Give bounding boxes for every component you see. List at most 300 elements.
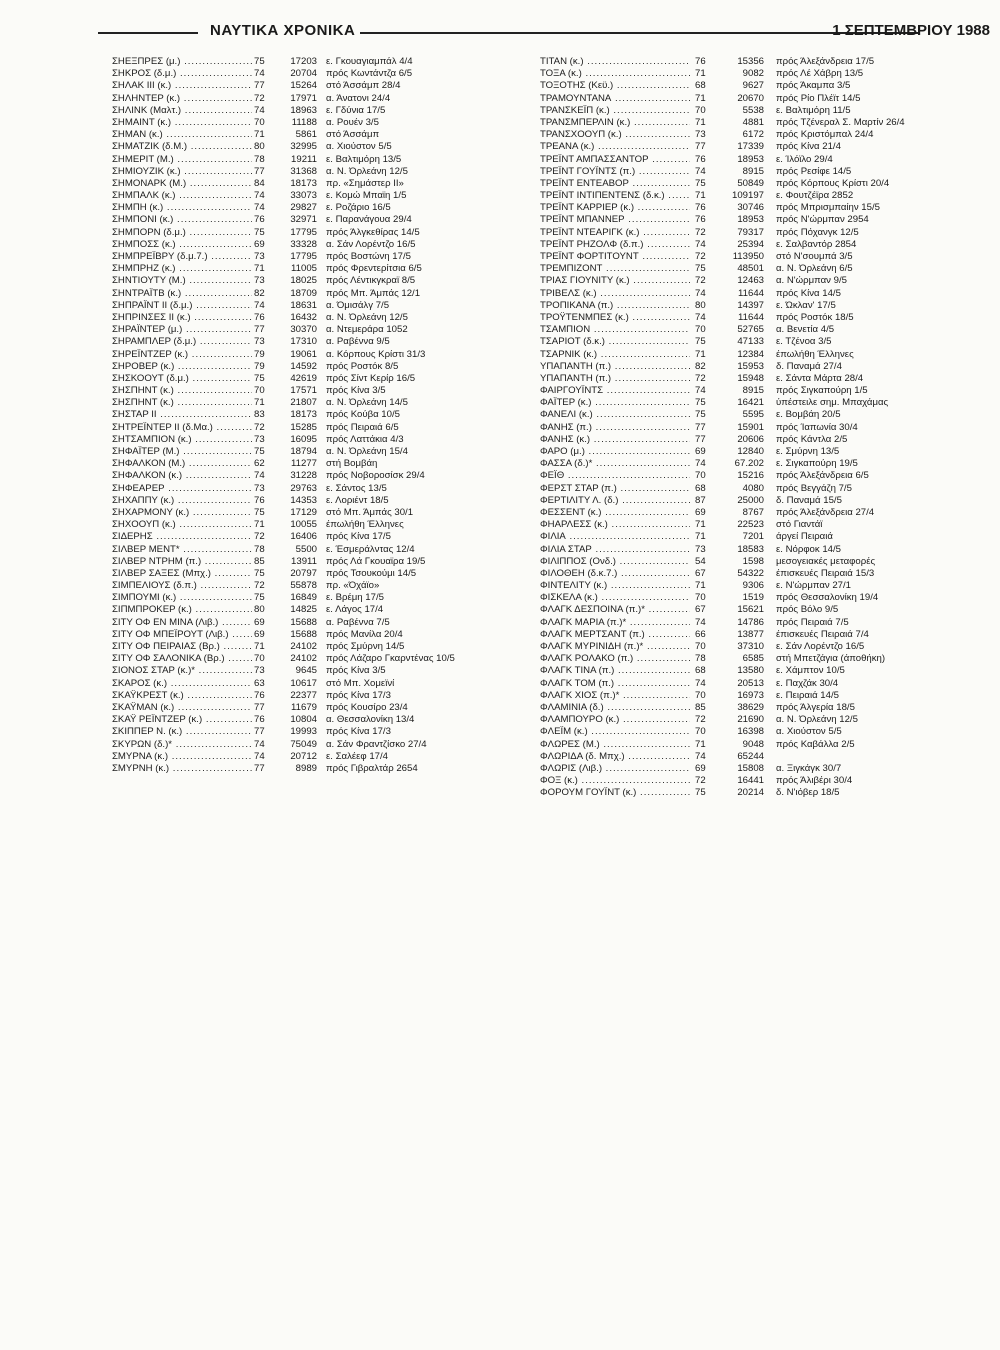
ship-row xyxy=(112,592,512,604)
ship-position: ε. Νόρφοκ 14/5 xyxy=(776,543,842,555)
ship-year: 74 xyxy=(695,458,706,470)
ship-year: 75 xyxy=(695,336,706,348)
ship-year: 80 xyxy=(254,141,265,153)
ship-year: 80 xyxy=(695,299,706,311)
ship-year: 78 xyxy=(695,653,706,665)
ship-row xyxy=(540,519,980,531)
ship-tonnage: 11005 xyxy=(291,263,317,275)
ship-tonnage: 17203 xyxy=(290,56,317,67)
ship-position: α. Ξιγκάγκ 30/7 xyxy=(776,762,842,774)
ship-position: ε. Λοριέντ 18/5 xyxy=(326,494,389,506)
ship-year: 75 xyxy=(254,506,265,518)
ship-year: 73 xyxy=(695,129,706,141)
ship-tonnage: 5595 xyxy=(742,409,764,421)
ship-year: 77 xyxy=(254,80,265,92)
ship-row xyxy=(540,641,980,653)
ship-tonnage: 19211 xyxy=(291,153,317,165)
ship-name: ΦΛΑΜΙΝΙΑ (δ.) ..... xyxy=(540,702,690,714)
ship-year: 70 xyxy=(695,726,706,738)
ship-tonnage: 20606 xyxy=(737,433,764,445)
ship-tonnage: 20670 xyxy=(737,92,764,104)
ship-position: α. Ρουέν 3/5 xyxy=(326,116,379,128)
ship-year: 70 xyxy=(254,385,265,397)
ship-row xyxy=(540,434,980,446)
ship-position: πρός Κίνα 3/5 xyxy=(326,385,386,397)
ship-name: ΤΡΕΪΝΤ ΡΗΖΟΛΦ (δ.π.) ..... xyxy=(540,239,690,251)
ship-name: ΦΑΝΗΣ (κ.) ..... xyxy=(540,434,690,446)
page-header xyxy=(98,18,990,48)
ship-name: ΣΙΔΕΡΗΣ ..... xyxy=(112,531,252,543)
ship-tonnage: 5538 xyxy=(742,104,764,116)
ship-tonnage: 17971 xyxy=(290,92,317,104)
ship-tonnage: 20513 xyxy=(737,677,764,689)
ship-position: πρός Κίνα 3/5 xyxy=(326,665,386,677)
ship-year: 74 xyxy=(254,190,265,202)
ship-year: 84 xyxy=(254,177,265,189)
ship-year: 76 xyxy=(695,202,706,214)
ship-tonnage: 20797 xyxy=(290,567,317,579)
ship-position: δ. Παναμά 27/4 xyxy=(776,360,842,372)
ship-tonnage: 67.202 xyxy=(734,458,764,470)
ship-year: 74 xyxy=(695,287,706,299)
ship-position: στό Μπ. Άμπάς 30/1 xyxy=(326,506,414,518)
ship-tonnage: 109197 xyxy=(731,190,764,202)
ship-row xyxy=(112,312,512,324)
ship-row xyxy=(540,690,980,702)
ship-name: ΤΣΑΡΝΙΚ (κ.) ..... xyxy=(540,349,690,361)
ship-tonnage: 15216 xyxy=(737,470,764,482)
ship-row xyxy=(112,105,512,117)
ship-year: 73 xyxy=(254,275,265,287)
ship-position: ύπέστειλε σημ. Μπαχάμας xyxy=(776,397,889,409)
ship-tonnage: 14397 xyxy=(737,299,764,311)
ship-name: ΦΑΝΗΣ (π.) ..... xyxy=(540,422,690,434)
ship-name: ΣΜΥΡΝΑ (κ.) ..... xyxy=(112,751,252,763)
ship-name: ΦΙΣΚΕΛΑ (κ.) ..... xyxy=(540,592,690,604)
ship-year: 77 xyxy=(695,141,706,153)
ship-row xyxy=(540,141,980,153)
ship-row xyxy=(112,56,512,68)
ship-year: 75 xyxy=(254,56,265,67)
ship-tonnage: 5861 xyxy=(295,129,317,141)
ship-name: ΣΙΛΒΕΡ ΜΕΝΤ* ..... xyxy=(112,544,252,556)
ship-name: ΤΡΑΜΟΥΝΤΑΝΑ ..... xyxy=(540,93,690,105)
ship-tonnage: 65244 xyxy=(737,750,764,762)
ship-tonnage: 11679 xyxy=(291,701,317,713)
ship-year: 77 xyxy=(254,762,265,774)
ship-tonnage: 25394 xyxy=(737,238,764,250)
ship-name: ΤΡΕΪΝΤ ΕΝΤΕΑΒΟΡ ..... xyxy=(540,178,690,190)
ship-name: ΦΙΛΟΘΕΗ (δ.κ.7.) ..... xyxy=(540,568,690,580)
ship-tonnage: 10804 xyxy=(290,714,317,726)
ship-tonnage: 11644 xyxy=(738,311,764,323)
ship-row xyxy=(540,166,980,178)
ship-year: 75 xyxy=(254,372,265,384)
ship-tonnage: 75049 xyxy=(290,738,317,750)
ship-position: πρός Ρεσίφε 14/5 xyxy=(776,165,852,177)
ship-position: πρός Κίνα 17/3 xyxy=(326,726,391,738)
ship-tonnage: 16398 xyxy=(737,726,764,738)
ship-year: 73 xyxy=(254,336,265,348)
ship-row xyxy=(112,763,512,775)
ship-year: 75 xyxy=(254,592,265,604)
ship-name: ΣΙΛΒΕΡ ΣΑΞΕΣ (Μπχ.) ..... xyxy=(112,568,252,580)
ship-name: ΣΗΣΠΗΝΤ (κ.) ..... xyxy=(112,385,252,397)
ship-tonnage: 12840 xyxy=(737,446,764,457)
ship-position: α. Χιούστον 5/5 xyxy=(776,726,842,738)
ship-tonnage: 16421 xyxy=(737,397,764,409)
ship-row xyxy=(112,629,512,641)
ship-year: 62 xyxy=(254,458,265,470)
ship-year: 74 xyxy=(254,68,265,80)
ship-year: 69 xyxy=(254,616,265,628)
ship-year: 69 xyxy=(254,238,265,250)
ship-position: πρός Άλεξάνδρεια 27/4 xyxy=(776,506,875,518)
ship-position: πρός Μπ. Άμπάς 12/1 xyxy=(326,287,421,299)
ship-position: ε. Πειραιά 14/5 xyxy=(776,689,839,701)
ship-name: ΥΠΑΠΑΝΤΗ (π.) ..... xyxy=(540,373,690,385)
ship-name: ΣΗΜΑΙΝΤ (κ.) ..... xyxy=(112,117,252,129)
ship-row xyxy=(540,739,980,751)
ship-position: δ. Παναμά 15/5 xyxy=(776,494,842,506)
ship-tonnage: 14825 xyxy=(290,604,317,616)
ship-position: πρός Κίνα 17/5 xyxy=(326,531,391,543)
ship-name: ΣΗΡΟΒΕΡ (κ.) ..... xyxy=(112,361,252,373)
ship-name: ΣΗΜΠΟΝΙ (κ.) ..... xyxy=(112,214,252,226)
ship-row xyxy=(112,336,512,348)
ship-position: πρός Κωντάντζα 6/5 xyxy=(326,68,413,80)
ship-name: ΤΡΕΪΝΤ ΓΟΥΪΝΤΣ (π.) ..... xyxy=(540,166,690,178)
ship-name: ΦΙΝΤΕΛΙΤΥ (κ.) ..... xyxy=(540,580,690,592)
ship-position: πρός Σίντ Κερίρ 16/5 xyxy=(326,372,416,384)
ship-tonnage: 8767 xyxy=(742,506,764,518)
ship-row xyxy=(540,117,980,129)
ship-year: 71 xyxy=(695,116,706,128)
ship-year: 75 xyxy=(695,263,706,275)
ship-row xyxy=(540,568,980,580)
ship-row xyxy=(112,617,512,629)
ship-tonnage: 16432 xyxy=(290,311,317,323)
ship-position: άργεί Πειραιά xyxy=(776,531,833,543)
ship-tonnage: 48501 xyxy=(737,263,764,275)
ship-position: α. Ν. Όρλεάνη 15/4 xyxy=(326,446,408,457)
ship-position: ε. Σιγκαπούρη 19/5 xyxy=(776,458,858,470)
ship-name: ΣΗΜΟΝΑΡΚ (Μ.) ..... xyxy=(112,178,252,190)
ship-name: ΣΗΣΚΟΟΥΤ (δ.μ.) ..... xyxy=(112,373,252,385)
ship-name: ΦΛΩΡΕΣ (Μ.) ..... xyxy=(540,739,690,751)
ship-tonnage: 15621 xyxy=(737,604,764,616)
ship-year: 69 xyxy=(695,506,706,518)
ship-row xyxy=(540,726,980,738)
ship-position: α. Ν. Όρλεάνη 6/5 xyxy=(776,263,853,275)
ship-tonnage: 18173 xyxy=(290,409,317,421)
ship-tonnage: 20704 xyxy=(290,68,317,80)
ship-name: ΣΗΧΑΡΜΟΝΥ (κ.) ..... xyxy=(112,507,252,519)
ship-tonnage: 17795 xyxy=(290,251,317,262)
ship-name: ΣΙΜΠΟΥΜΙ (κ.) ..... xyxy=(112,592,252,604)
ship-tonnage: 1519 xyxy=(742,592,764,604)
ship-year: 74 xyxy=(254,299,265,311)
ship-tonnage: 17795 xyxy=(290,226,317,238)
ship-tonnage: 18173 xyxy=(290,177,317,189)
ship-year: 73 xyxy=(695,543,706,555)
ship-row xyxy=(112,349,512,361)
ship-year: 70 xyxy=(254,653,265,665)
ship-tonnage: 21807 xyxy=(290,397,317,409)
ship-year: 77 xyxy=(254,726,265,738)
ship-year: 70 xyxy=(695,689,706,701)
ship-position: πρός Νοβοροσίσκ 29/4 xyxy=(326,470,425,482)
ship-position: πρός Άλεξάνδρεια 6/5 xyxy=(776,470,869,482)
ship-position: πρός Λά Γκουαϊρα 19/5 xyxy=(326,555,426,567)
ship-tonnage: 15901 xyxy=(737,421,764,433)
ship-tonnage: 15285 xyxy=(290,421,317,433)
ship-year: 54 xyxy=(695,555,706,567)
ship-year: 76 xyxy=(254,689,265,701)
ship-year: 68 xyxy=(695,80,706,92)
ship-name: ΣΗΚΡΟΣ (δ.μ.) ..... xyxy=(112,68,252,80)
ship-tonnage: 13580 xyxy=(737,665,764,677)
ship-row xyxy=(112,714,512,726)
ship-tonnage: 20214 xyxy=(737,787,764,799)
ship-row xyxy=(112,434,512,446)
ship-year: 74 xyxy=(254,750,265,762)
ship-name: ΣΗΝΤΙΟΥΤΥ (Μ.) ..... xyxy=(112,275,252,287)
ship-year: 74 xyxy=(695,165,706,177)
ship-row xyxy=(112,141,512,153)
ship-row xyxy=(540,483,980,495)
ship-tonnage: 29763 xyxy=(290,482,317,494)
ship-row xyxy=(540,227,980,239)
ship-tonnage: 14592 xyxy=(290,360,317,372)
ship-tonnage: 52765 xyxy=(737,324,764,336)
ship-year: 71 xyxy=(254,397,265,409)
ship-year: 75 xyxy=(254,446,265,457)
ship-name: ΤΡΟΫΤΕΝΜΠΕΣ (κ.) ..... xyxy=(540,312,690,324)
ship-position: ε. Γδύνια 17/5 xyxy=(326,104,386,116)
ship-row xyxy=(112,239,512,251)
ship-year: 72 xyxy=(254,580,265,592)
ship-position: α. Χιούστον 5/5 xyxy=(326,141,392,153)
ship-year: 72 xyxy=(695,275,706,287)
ship-year: 68 xyxy=(695,665,706,677)
ship-tonnage: 18953 xyxy=(737,153,764,165)
ship-row xyxy=(540,263,980,275)
ship-tonnage: 24102 xyxy=(290,641,317,652)
ship-name: ΦΛΩΡΙΣ (Λιβ.) ..... xyxy=(540,763,690,775)
ship-row xyxy=(540,665,980,677)
ship-name: ΦΛΑΓΚ ΜΑΡΙΑ (π.)* ..... xyxy=(540,617,690,629)
ship-position: πρός Άλεξάνδρεια 17/5 xyxy=(776,56,875,67)
ship-year: 77 xyxy=(254,165,265,177)
ship-name: ΤΡΕΪΝΤ ΙΝΤΙΠΕΝΤΕΝΣ (δ.κ.) ..... xyxy=(540,190,690,202)
ship-tonnage: 55878 xyxy=(290,580,317,592)
ship-tonnage: 18709 xyxy=(290,287,317,299)
right-column xyxy=(540,56,980,799)
ship-year: 75 xyxy=(254,567,265,579)
ship-row xyxy=(112,275,512,287)
ship-year: 72 xyxy=(695,775,706,787)
ship-position: ε. Τζένοα 3/5 xyxy=(776,336,832,348)
ship-year: 77 xyxy=(695,433,706,445)
ship-year: 70 xyxy=(695,104,706,116)
ship-position: στό Ν'σουμπά 3/5 xyxy=(776,251,853,262)
ship-name: ΦΛΑΓΚ ΡΟΛΑΚΟ (π.) ..... xyxy=(540,653,690,665)
ship-year: 73 xyxy=(254,433,265,445)
ship-name: ΤΡΕΑΝΑ (κ.) ..... xyxy=(540,141,690,153)
ship-name: ΣΗΜΠΡΗΖ (κ.) ..... xyxy=(112,263,252,275)
ship-position: μεσογειακές μεταφορές xyxy=(776,555,876,567)
ship-year: 76 xyxy=(695,153,706,165)
ship-name: ΦΙΛΙΑ ..... xyxy=(540,531,690,543)
ship-row xyxy=(540,214,980,226)
ship-tonnage: 11188 xyxy=(291,116,317,128)
ship-year: 83 xyxy=(254,409,265,421)
ship-year: 73 xyxy=(254,251,265,262)
ship-year: 70 xyxy=(695,470,706,482)
ship-name: ΤΡΙΒΕΛΣ (κ.) ..... xyxy=(540,288,690,300)
ship-year: 74 xyxy=(695,385,706,397)
ship-position: ε. Βομβάη 20/5 xyxy=(776,409,841,421)
ship-name: ΣΙΤΥ ΟΦ ΠΕΙΡΑΙΑΣ (Βρ.) ..... xyxy=(112,641,252,653)
ship-position: πρός Τσουκούμι 14/5 xyxy=(326,567,417,579)
ship-row xyxy=(540,678,980,690)
ship-row xyxy=(540,763,980,775)
ship-row xyxy=(540,617,980,629)
ship-tonnage: 13877 xyxy=(737,628,764,640)
ship-tonnage: 32971 xyxy=(290,214,317,226)
ship-tonnage: 9306 xyxy=(742,580,764,592)
ship-position: α. Ν'ώρμπαν 9/5 xyxy=(776,275,847,287)
ship-row xyxy=(112,446,512,458)
ship-position: ε. Σάντος 13/5 xyxy=(326,482,387,494)
ship-name: ΣΗΜΑΤΖΙΚ (δ.Μ.) ..... xyxy=(112,141,252,153)
ship-tonnage: 15948 xyxy=(737,372,764,384)
ship-row xyxy=(540,385,980,397)
ship-row xyxy=(540,154,980,166)
ship-year: 63 xyxy=(254,677,265,689)
ship-row xyxy=(112,568,512,580)
ship-row xyxy=(540,105,980,117)
ship-name: ΣΙΤΥ ΟΦ ΕΝ ΜΙΝΑ (Λιβ.) ..... xyxy=(112,617,252,629)
ship-position: πρ. «Σημάστερ II» xyxy=(326,177,404,189)
ship-tonnage: 10055 xyxy=(290,519,317,531)
ship-position: ε. Σαλβαντόρ 2854 xyxy=(776,238,857,250)
ship-name: ΣΙΟΝΟΣ ΣΤΑΡ (κ.)* ..... xyxy=(112,665,252,677)
issue-date: 1 ΣΕΠΤΕΜΒΡΙΟΥ 1988 xyxy=(832,22,990,39)
ship-tonnage: 19061 xyxy=(290,348,317,360)
ship-position: α. Ραβέννα 7/5 xyxy=(326,616,390,628)
ship-tonnage: 16849 xyxy=(290,592,317,604)
ship-name: ΣΗΤΡΕΪΝΤΕΡ II (δ.Μα.) ..... xyxy=(112,422,252,434)
ship-position: πρός Θεσσαλονίκη 19/4 xyxy=(776,592,879,604)
magazine-title: ΝΑΥΤΙΚΑ ΧΡΟΝΙΚΑ xyxy=(210,22,356,39)
ship-row xyxy=(540,251,980,263)
ship-row xyxy=(540,507,980,519)
ship-year: 74 xyxy=(695,750,706,762)
ship-tonnage: 15264 xyxy=(290,80,317,92)
ship-year: 75 xyxy=(254,226,265,238)
ship-year: 76 xyxy=(254,494,265,506)
ship-tonnage: 19993 xyxy=(290,726,317,738)
ship-tonnage: 6585 xyxy=(742,653,764,665)
ship-name: ΤΡΙΑΣ ΓΙΟΥΝΙΤΥ (κ.) ..... xyxy=(540,275,690,287)
ship-tonnage: 17339 xyxy=(737,141,764,153)
ship-position: πρός Φρεντερίτσια 6/5 xyxy=(326,263,422,275)
ship-name: ΣΗΦΕΑΡΕΡ ..... xyxy=(112,483,252,495)
ship-name: ΣΙΛΒΕΡ ΝΤΡΗΜ (π.) ..... xyxy=(112,556,252,568)
ship-row xyxy=(112,690,512,702)
ship-position: στή Βομβάη xyxy=(326,458,378,470)
ship-row xyxy=(540,56,980,68)
ship-name: ΦΑΝΕΛΙ (κ.) ..... xyxy=(540,409,690,421)
ship-position: ε. Κομώ Μπαϊη 1/5 xyxy=(326,190,407,202)
ship-year: 73 xyxy=(254,482,265,494)
ship-name: ΣΗΜΑΝ (κ.) ..... xyxy=(112,129,252,141)
ship-year: 74 xyxy=(254,470,265,482)
ship-position: ε. Σαλέεφ 17/4 xyxy=(326,750,388,762)
ship-position: πρός Λαττάκια 4/3 xyxy=(326,433,404,445)
ship-name: ΣΗΧΑΠΠΥ (κ.) ..... xyxy=(112,495,252,507)
ship-row xyxy=(112,300,512,312)
ship-year: 75 xyxy=(695,787,706,799)
ship-position: ε. Λάγος 17/4 xyxy=(326,604,384,616)
ship-year: 85 xyxy=(254,555,265,567)
ship-tonnage: 15688 xyxy=(290,616,317,628)
ship-position: ε. Βαλτιμόρη 11/5 xyxy=(776,104,851,116)
ship-year: 80 xyxy=(254,604,265,616)
ship-position: ε. Σάν Λορέντζο 16/5 xyxy=(776,641,865,652)
ship-tonnage: 1598 xyxy=(742,555,764,567)
ship-tonnage: 42619 xyxy=(290,372,317,384)
ship-position: α. Ραβέννα 9/5 xyxy=(326,336,390,348)
ship-position: ε. Ώκλαν' 17/5 xyxy=(776,299,836,311)
ship-name: ΣΙΠΜΠΡΟΚΕΡ (κ.) ..... xyxy=(112,604,252,616)
ship-tonnage: 37310 xyxy=(737,641,764,652)
ship-row xyxy=(540,775,980,787)
ship-row xyxy=(540,275,980,287)
ship-position: πρός Μπρισμπαίην 15/5 xyxy=(776,202,880,214)
ship-row xyxy=(540,178,980,190)
ship-tonnage: 5500 xyxy=(295,543,317,555)
ship-row xyxy=(112,580,512,592)
ship-name: ΣΗΝΤΡΑΪΤΒ (κ.) ..... xyxy=(112,288,252,300)
ship-position: πρός Βόλο 9/5 xyxy=(776,604,839,616)
ship-year: 82 xyxy=(254,287,265,299)
ship-row xyxy=(540,446,980,458)
ship-row xyxy=(540,592,980,604)
ship-name: ΤΙΤΑΝ (κ.) ..... xyxy=(540,56,690,68)
ship-year: 71 xyxy=(695,580,706,592)
ship-year: 71 xyxy=(254,129,265,141)
ship-name: ΤΡΕΪΝΤ ΦΟΡΤΙΤΟΥΝΤ ..... xyxy=(540,251,690,263)
ship-year: 67 xyxy=(695,567,706,579)
ship-tonnage: 17310 xyxy=(290,336,317,348)
ship-tonnage: 12384 xyxy=(737,348,764,360)
ship-tonnage: 14786 xyxy=(737,616,764,628)
ship-row xyxy=(540,556,980,568)
ship-name: ΦΛΑΓΚ ΜΕΡΤΣΑΝΤ (π.) ..... xyxy=(540,629,690,641)
ship-position: ε. Βαλτιμόρη 13/5 xyxy=(326,153,402,165)
ship-name: ΣΗΡΑΪΝΤΕΡ (μ.) ..... xyxy=(112,324,252,336)
ship-position: πρός Πόχανγκ 12/5 xyxy=(776,226,859,238)
ship-year: 75 xyxy=(695,409,706,421)
ship-year: 76 xyxy=(695,56,706,67)
ship-row xyxy=(540,544,980,556)
ship-tonnage: 30370 xyxy=(290,324,317,336)
ship-name: ΣΙΤΥ ΟΦ ΣΑΛΟΝΙΚΑ (Βρ.) ..... xyxy=(112,653,252,665)
ship-name: ΣΚΑΫΚΡΕΣΤ (κ.) ..... xyxy=(112,690,252,702)
